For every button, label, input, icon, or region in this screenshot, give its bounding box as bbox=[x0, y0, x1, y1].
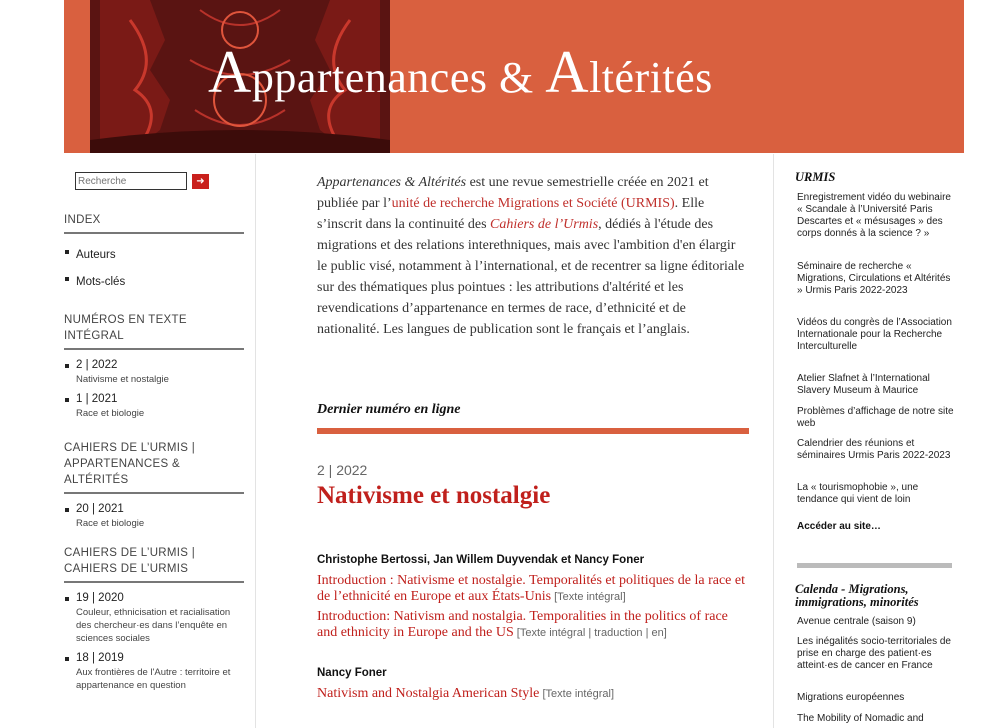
calenda-item[interactable]: Migrations européennes bbox=[797, 692, 905, 703]
full-text-tag[interactable]: [Texte intégral | traduction | en] bbox=[513, 627, 667, 639]
site-link[interactable]: Accéder au site… bbox=[797, 521, 881, 532]
index-item-auteurs[interactable]: Auteurs bbox=[64, 245, 244, 263]
index-item-mots-cles[interactable]: Mots-clés bbox=[64, 272, 244, 290]
latest-issue-heading: Dernier numéro en ligne bbox=[317, 402, 749, 434]
index-section bbox=[64, 212, 244, 290]
news-item[interactable]: La « tourismophobie », une tendance qui vient de loin bbox=[797, 482, 919, 505]
left-sidebar bbox=[64, 154, 256, 728]
search-input[interactable] bbox=[75, 172, 187, 190]
issue-item[interactable]: 2 | 2022 Nativisme et nostalgie bbox=[64, 359, 244, 386]
urmis-link[interactable]: unité de recherche Migrations et Société (URMIS) bbox=[391, 196, 675, 211]
cahiers-section bbox=[64, 545, 244, 692]
article-link[interactable]: Nativism and Nostalgia American Style [Texte intégral] bbox=[317, 686, 614, 701]
issue-item[interactable]: 1 | 2021 Race et biologie bbox=[64, 393, 244, 420]
index-heading: INDEX bbox=[64, 212, 244, 234]
header-banner bbox=[64, 0, 964, 153]
news-item[interactable]: Problèmes d’affichage de notre site web bbox=[797, 406, 954, 429]
news-item[interactable]: Atelier Slafnet à l’International Slavery Museum à Maurice bbox=[797, 373, 930, 396]
urmis-heading[interactable]: URMIS bbox=[795, 170, 836, 184]
article-authors[interactable]: Christophe Bertossi, Jan Willem Duyvendak et Nancy Foner bbox=[317, 554, 645, 566]
cahiers-heading: CAHIERS DE L’URMIS | CAHIERS DE L’URMIS bbox=[64, 545, 244, 583]
calenda-item[interactable]: Les inégalités socio-territoriales de prise en charge des patient·es atteint·es de cancer en France bbox=[797, 636, 951, 671]
news-item[interactable]: Calendrier des réunions et séminaires Urmis Paris 2022-2023 bbox=[797, 438, 951, 461]
numeros-section bbox=[64, 312, 244, 420]
cahiers-aa-heading: CAHIERS DE L’URMIS | APPARTENANCES & ALTÉRITÉS bbox=[64, 440, 244, 494]
full-text-tag[interactable]: [Texte intégral] bbox=[551, 591, 626, 603]
issue-item[interactable]: 20 | 2021 Race et biologie bbox=[64, 503, 244, 530]
right-sidebar bbox=[773, 154, 981, 728]
issue-item[interactable]: 18 | 2019 Aux frontières de l'Autre : territoire et appartenance en question bbox=[64, 652, 244, 692]
cahiers-link[interactable]: Cahiers de l’Urmis bbox=[490, 217, 599, 232]
issue-item[interactable]: 19 | 2020 Couleur, ethnicisation et racialisation des chercheur·es dans l’enquête en sciences sociales bbox=[64, 592, 244, 645]
issue-number[interactable]: 2 | 2022 bbox=[317, 462, 368, 478]
article-link[interactable]: Introduction : Nativisme et nostalgie. Temporalités et politiques de la race et de l’ethnicité en Europe et aux États-Unis [Texte intégral] bbox=[317, 573, 745, 604]
full-text-tag[interactable]: [Texte intégral] bbox=[539, 688, 614, 700]
article-authors[interactable]: Nancy Foner bbox=[317, 667, 387, 679]
article-group bbox=[317, 667, 749, 706]
article-link[interactable]: Introduction: Nativism and nostalgia. Temporalities in the politics of race and ethnicity in Europe and the US [Texte intégral | traduction | en] bbox=[317, 609, 728, 640]
main-content bbox=[317, 172, 749, 701]
search-button[interactable] bbox=[192, 174, 209, 189]
cahiers-aa-section bbox=[64, 440, 244, 530]
article-group bbox=[317, 554, 749, 645]
arrow-right-icon: ➜ bbox=[196, 175, 205, 187]
search-form bbox=[75, 172, 209, 190]
calenda-item[interactable]: The Mobility of Nomadic and bbox=[797, 713, 924, 724]
divider bbox=[797, 563, 952, 568]
bullet-icon bbox=[65, 597, 69, 601]
numeros-heading: NUMÉROS EN TEXTE INTÉGRAL bbox=[64, 312, 244, 350]
news-item[interactable]: Vidéos du congrès de l’Association Internationale pour la Recherche Interculturelle bbox=[797, 317, 952, 352]
bullet-icon bbox=[65, 398, 69, 402]
news-item[interactable]: Séminaire de recherche « Migrations, Circulations et Altérités » Urmis Paris 2022-2023 bbox=[797, 261, 951, 296]
calenda-item[interactable]: Avenue centrale (saison 9) bbox=[797, 616, 916, 627]
journal-description: Appartenances & Altérités est une revue semestrielle créée en 2021 et publiée par l’unité de recherche Migrations et Société (URMIS). Elle s’inscrit dans la continuité des Cahiers de l’Urmis, dédiés à l'étude des migrations et des relations interethniques, mais avec l'ambition d'en élargir le public visé, notamment à l’international, et de recentrer sa ligne éditoriale sur des thématiques plus pointues : les attributions d'altérité et les revendications d’appartenance en termes de race, d’ethnicité et de nationalité. Les langues de publication sont le français et l’anglais. bbox=[317, 175, 745, 337]
bullet-icon bbox=[65, 508, 69, 512]
bullet-icon bbox=[65, 657, 69, 661]
bullet-icon bbox=[65, 364, 69, 368]
journal-title[interactable]: Appartenances & Altérités bbox=[208, 39, 713, 105]
bullet-icon bbox=[65, 250, 69, 254]
news-item[interactable]: Enregistrement vidéo du webinaire « Scandale à l’Université Paris Descartes et « mésusages » des corps donnés à la science ? » bbox=[797, 192, 951, 239]
issue-title[interactable]: Nativisme et nostalgie bbox=[317, 482, 551, 509]
bullet-icon bbox=[65, 277, 69, 281]
calenda-heading[interactable]: Calenda - Migrations, immigrations, minorités bbox=[795, 582, 919, 609]
